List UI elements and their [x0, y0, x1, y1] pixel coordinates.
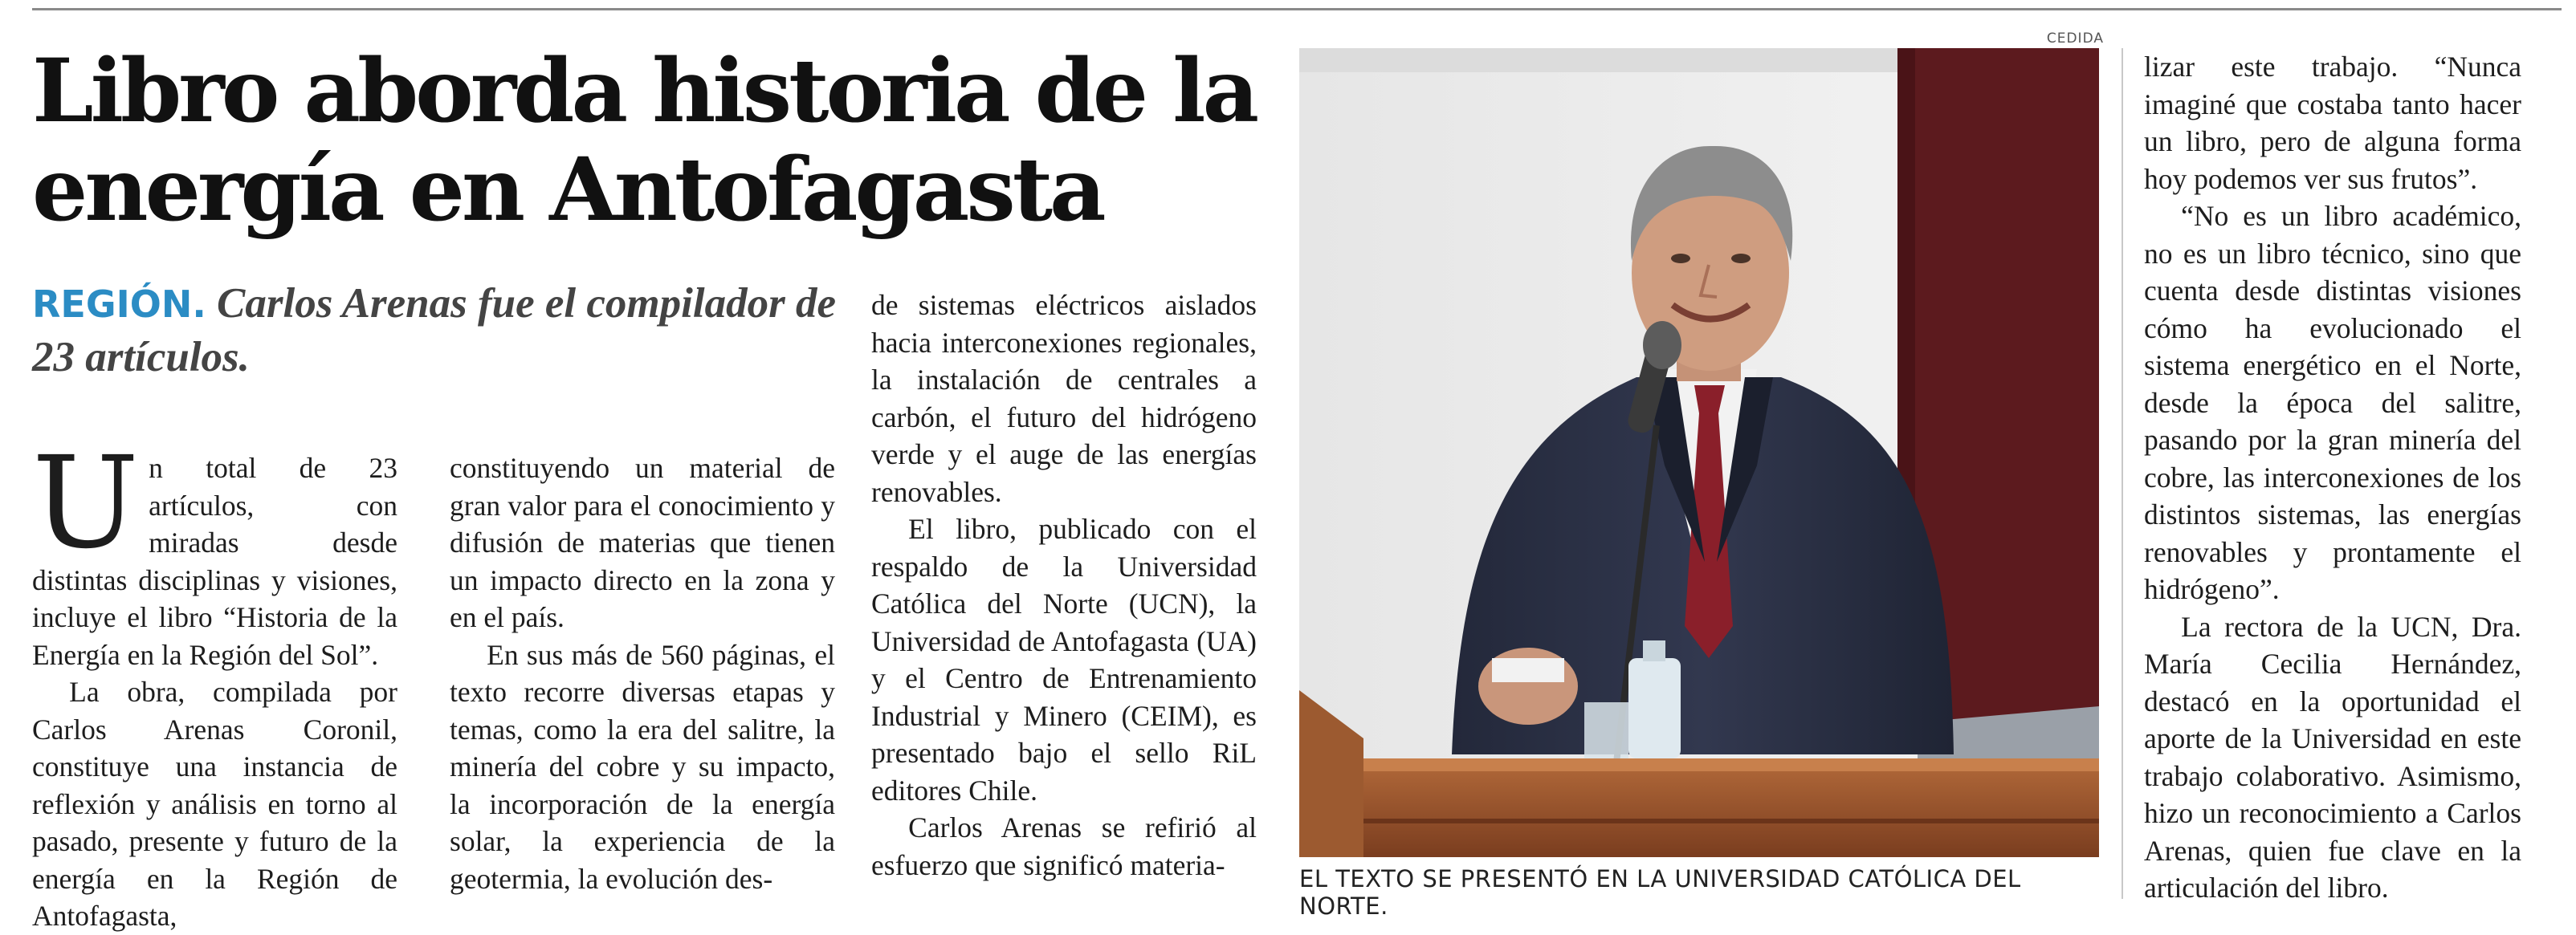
lede	[32, 277, 867, 384]
headline-line-1: Libro aborda historia de la	[32, 39, 1257, 142]
photo-credit: CEDIDA	[2046, 30, 2104, 47]
article-paragraph: de sistemas eléctricos aislados hacia interconexiones regionales, la instalación de centrales a carbón, el futuro del hidrógeno verde y el auge de las energías renovables.	[871, 289, 1257, 508]
column-divider	[2122, 48, 2123, 899]
paragraph-text: n total de 23 artículos, con miradas desde distintas disciplinas y visiones, incluye el libro “Historia de la Energía en la Región del Sol”.	[32, 452, 397, 671]
article-paragraph: “No es un libro académico, no es un libro técnico, sino que cuenta desde distintas visiones cómo ha evolucionado el sistema energético en el Norte, desde la época del salitre, pasando por la gran minería del cobre, las interconexiones de los distintos sistemas, las energías renovables y prontamente el hidrógeno”.	[2144, 200, 2521, 605]
article-paragraph: lizar este trabajo. “Nunca imaginé que costaba tanto hacer un libro, pero de alguna forma hoy podemos ver sus frutos”.	[2144, 51, 2521, 195]
drop-cap: U	[32, 429, 140, 577]
article-paragraph	[32, 429, 397, 673]
headline-line-2: energía en Antofagasta	[32, 138, 1103, 241]
article-paragraph: Carlos Arenas se refirió al esfuerzo que significó materia-	[871, 811, 1257, 881]
article-paragraph: La rectora de la UCN, Dra. María Cecilia Hernández, destacó en la oportunidad el aporte de la Universidad en este trabajo colaborativo. Asimismo, hizo un reconocimiento a Carlos Arenas, quien fue clave en la articulación del libro.	[2144, 610, 2521, 904]
article-paragraph: El libro, publicado con el respaldo de la Universidad Católica del Norte (UCN), la Universidad de Antofagasta (UA) y el Centro de Entrenamiento Industrial y Minero (CEIM), es presentado bajo el sello RiL editores Chile.	[871, 513, 1257, 807]
article-photo	[1299, 48, 2099, 857]
article-column-3	[871, 287, 1257, 884]
photo-caption: EL TEXTO SE PRESENTÓ EN LA UNIVERSIDAD CATÓLICA DEL NORTE.	[1299, 865, 2021, 920]
deck: Carlos Arenas fue el compilador de 23 artículos.	[32, 280, 837, 380]
top-rule	[32, 8, 2562, 10]
section-kicker: REGIÓN.	[32, 283, 206, 326]
article-paragraph: En sus más de 560 páginas, el texto recorre diversas etapas y temas, como la era del salitre, la minería del cobre y su impacto, la incorporación de la energía solar, la experiencia de la geotermia, la evolución des-	[450, 638, 835, 895]
article-paragraph: La obra, compilada por Carlos Arenas Coronil, constituye una instancia de reflexión y análisis en torno al pasado, presente y futuro de la energía en la Región de Antofagasta,	[32, 676, 397, 932]
article-column-2	[450, 449, 835, 897]
headline	[32, 39, 1269, 241]
article-column-4	[2144, 48, 2521, 907]
article-column-1	[32, 429, 397, 935]
article-paragraph: constituyendo un material de gran valor para el conocimiento y difusión de materias que tienen un impacto directo en la zona y en el país.	[450, 452, 835, 633]
